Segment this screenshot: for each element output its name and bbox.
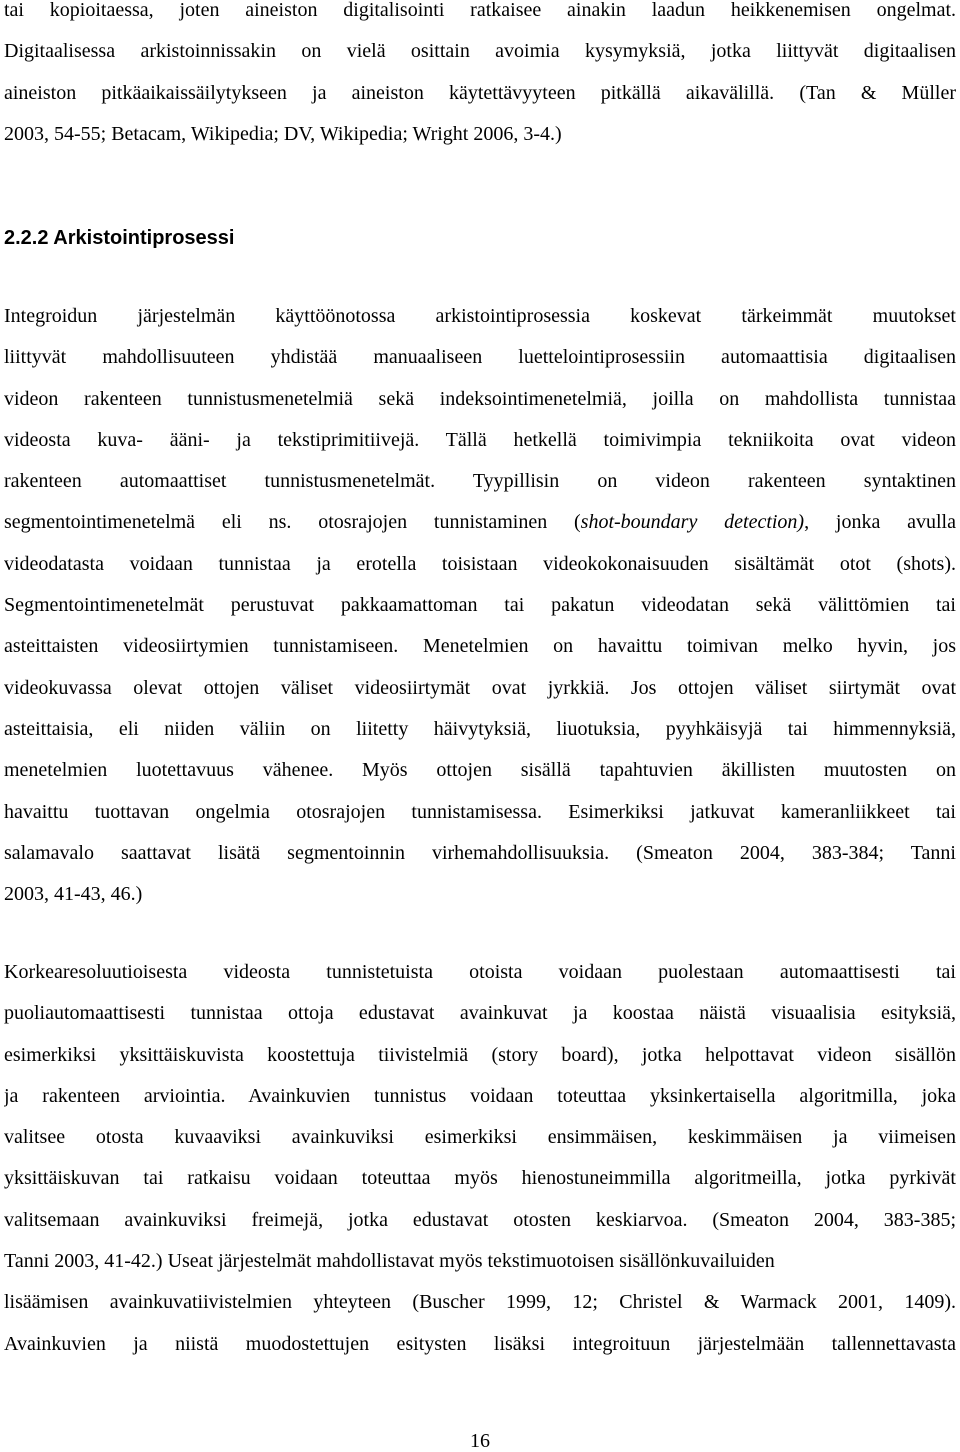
text-line: rakenteen automaattiset tunnistusmenetelmät. Tyypillisin on videon rakenteen syntaktinen: [4, 471, 956, 493]
text-line: puoliautomaattisesti tunnistaa ottoja edustavat avainkuvat ja koostaa näistä visuaalisia esityksiä,: [4, 1003, 956, 1025]
text-line: valitsemaan avainkuviksi freimejä, jotka edustavat otosten keskiarvoa. (Smeaton 2004, 383-385;: [4, 1209, 956, 1231]
text-line: ja rakenteen arviointia. Avainkuvien tunnistus voidaan toteuttaa yksinkertaisella algoritmilla, joka: [4, 1085, 956, 1107]
text-line: 2003, 41-43, 46.): [4, 884, 143, 906]
text-line: valitsee otosta kuvaaviksi avainkuviksi esimerkiksi ensimmäisen, keskimmäisen ja viimeisen: [4, 1127, 956, 1149]
text-line: lisäämisen avainkuvatiivistelmien yhteyteen (Buscher 1999, 12; Christel & Warmack 2001, 1409).: [4, 1292, 956, 1314]
text-line: Korkearesoluutioisesta videosta tunnistetuista otoista voidaan puolestaan automaattisesti tai: [4, 962, 956, 983]
text-line: salamavalo saattavat lisätä segmentoinnin virhemahdollisuuksia. (Smeaton 2004, 383-384; Tanni: [4, 842, 956, 864]
text-line: Segmentointimenetelmät perustuvat pakkaamattoman tai pakatun videodatan sekä välittömien tai: [4, 595, 956, 617]
text-segment: segmentointimenetelmä eli ns. otosrajojen tunnistaminen (: [4, 512, 581, 534]
text-line: yksittäiskuvan tai ratkaisu voidaan toteuttaa myös hienostuneimmilla algoritmeilla, jotka pyrkivät: [4, 1168, 956, 1190]
text-segment: , jonka avulla: [804, 512, 956, 534]
text-line: videokuvassa olevat ottojen väliset videosiirtymät ovat jyrkkiä. Jos ottojen väliset siirtymät ovat: [4, 677, 956, 699]
italic-term: shot-boundary detection): [580, 512, 805, 534]
text-line: menetelmien luotettavuus vähenee. Myös ottojen sisällä tapahtuvien äkillisten muutosten on: [4, 760, 956, 782]
text-line: Tanni 2003, 41-42.) Useat järjestelmät mahdollistavat myös tekstimuotoisen sisällönkuvailuiden: [4, 1251, 775, 1273]
section-heading: 2.2.2 Arkistointiprosessi: [4, 227, 235, 249]
text-line: videosta kuva- ääni- ja tekstiprimitiivejä. Tällä hetkellä toimivimpia tekniikoita ovat videon: [4, 429, 956, 451]
text-line: Digitaalisessa arkistoinnissakin on vielä osittain avoimia kysymyksiä, jotka liittyvät digitaalisen: [4, 41, 956, 63]
text-line: asteittaisia, eli niiden väliin on liitetty häivytyksiä, liuotuksia, pyyhkäisyjä tai himmennyksiä,: [4, 718, 956, 740]
text-line: havaittu tuottavan ongelmia otosrajojen tunnistamisessa. Esimerkiksi jatkuvat kameranliikkeet tai: [4, 801, 956, 823]
text-line: 2003, 54-55; Betacam, Wikipedia; DV, Wikipedia; Wright 2006, 3-4.): [4, 123, 562, 145]
text-line: esimerkiksi yksittäiskuvista koostettuja tiivistelmiä (story board), jotka helpottavat videon sisällön: [4, 1044, 956, 1066]
page-number: 16: [470, 1430, 490, 1452]
text-line: asteittaisten videosiirtymien tunnistamiseen. Menetelmien on havaittu toimivan melko hyvin, jos: [4, 636, 956, 658]
text-line: liittyvät mahdollisuuteen yhdistää manuaaliseen luettelointiprosessiin automaattisia digitaalisen: [4, 347, 956, 369]
text-line: videon rakenteen tunnistusmenetelmiä sekä indeksointimenetelmiä, joilla on mahdollista tunnistaa: [4, 388, 956, 410]
text-line: Integroidun järjestelmän käyttöönotossa arkistointiprosessia koskevat tärkeimmät muutokset: [4, 306, 956, 327]
text-line: [4, 512, 956, 553]
intro-paragraph: [4, 0, 956, 165]
text-line: tai kopioitaessa, joten aineiston digitalisointi ratkaisee ainakin laadun heikkenemisen ongelmat.: [4, 0, 956, 21]
text-line: Avainkuvien ja niistä muodostettujen esitysten lisäksi integroituun järjestelmään tallennettavasta: [4, 1333, 956, 1355]
text-line: videodatasta voidaan tunnistaa ja erotella toisistaan videokokonaisuuden sisältämät otot (shots).: [4, 553, 956, 575]
body-paragraph-2: [4, 962, 956, 1375]
text-line: aineiston pitkäaikaissäilytykseen ja aineiston käytettävyyteen pitkällä aikavälillä. (Tan & Müller: [4, 82, 956, 104]
body-paragraph-1: [4, 306, 956, 925]
